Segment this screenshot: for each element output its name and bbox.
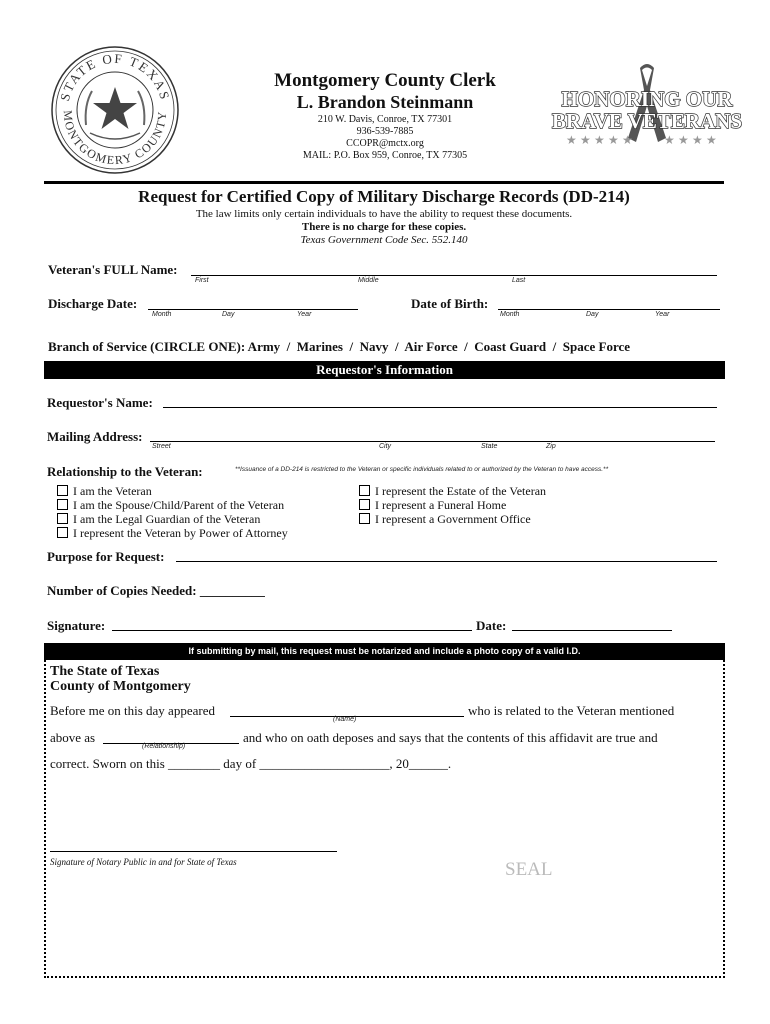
requestor-name-label: Requestor's Name: bbox=[47, 395, 153, 410]
clerk-address: 210 W. Davis, Conroe, TX 77301 bbox=[317, 114, 453, 125]
relationship-option[interactable]: I represent a Government Office bbox=[359, 512, 531, 526]
sub-relationship: (Relationship) bbox=[142, 743, 186, 750]
veteran-name-label: Veteran's FULL Name: bbox=[48, 262, 178, 277]
relationship-option[interactable]: I represent the Veteran by Power of Attorney bbox=[57, 526, 288, 540]
notary-line2-b: and who on oath deposes and says that the contents of this affidavit are true and bbox=[243, 730, 658, 745]
notary-county: County of Montgomery bbox=[50, 679, 191, 694]
clerk-mail-address: MAIL: P.O. Box 959, Conroe, TX 77305 bbox=[302, 150, 468, 161]
discharge-date-label: Discharge Date: bbox=[48, 296, 138, 311]
sub-dob-year: Year bbox=[655, 311, 670, 318]
sub-dob-month: Month bbox=[500, 311, 520, 318]
form-subtitle: The law limits only certain individuals to have the ability to request these documents. bbox=[195, 208, 573, 220]
sub-last: Last bbox=[512, 277, 526, 284]
sub-zip: Zip bbox=[546, 443, 556, 450]
clerk-name: L. Brandon Steinmann bbox=[296, 92, 474, 112]
signature-label: Signature: bbox=[47, 618, 106, 633]
veteran-name-field[interactable] bbox=[191, 275, 717, 276]
seal-bottom-text: MONTGOMERY COUNTY bbox=[60, 109, 170, 168]
copies-needed[interactable]: Number of Copies Needed: __________ bbox=[47, 583, 265, 598]
logo-line1: HONORING OUR bbox=[561, 87, 733, 111]
checkbox[interactable] bbox=[57, 499, 68, 510]
mailing-address-label: Mailing Address: bbox=[47, 429, 143, 444]
notary-sworn-line[interactable]: correct. Sworn on this ________ day of ____________________, 20______. bbox=[50, 756, 452, 771]
notary-line2-a: above as bbox=[50, 730, 96, 745]
relationship-option[interactable]: I am the Legal Guardian of the Veteran bbox=[57, 512, 260, 526]
sub-first: First bbox=[195, 277, 209, 284]
sub-middle: Middle bbox=[358, 277, 379, 284]
date-label: Date: bbox=[476, 618, 507, 633]
branch-of-service[interactable]: Branch of Service (CIRCLE ONE): Army / Marines / Navy / Air Force / Coast Guard / Space Force bbox=[48, 339, 631, 354]
logo-line2: BRAVE VETERANS bbox=[551, 109, 743, 133]
relationship-option[interactable]: I represent a Funeral Home bbox=[359, 498, 506, 512]
svg-text:★: ★ bbox=[664, 133, 675, 147]
clerk-phone: 936-539-7885 bbox=[356, 126, 414, 137]
header-divider bbox=[44, 181, 724, 184]
honoring-veterans-logo bbox=[551, 60, 743, 150]
svg-text:★: ★ bbox=[566, 133, 577, 147]
notary-line1-a: Before me on this day appeared bbox=[50, 703, 215, 718]
sub-state: State bbox=[481, 443, 498, 450]
checkbox[interactable] bbox=[57, 513, 68, 524]
svg-text:★: ★ bbox=[678, 133, 689, 147]
purpose-field[interactable] bbox=[176, 561, 717, 562]
checkbox[interactable] bbox=[57, 527, 68, 538]
mailing-address-field[interactable] bbox=[150, 441, 715, 442]
sub-discharge-year: Year bbox=[297, 311, 312, 318]
relationship-option[interactable]: I represent the Estate of the Veteran bbox=[359, 484, 546, 498]
sub-discharge-day: Day bbox=[222, 311, 235, 318]
relationship-option[interactable]: I am the Veteran bbox=[57, 484, 152, 498]
sub-city: City bbox=[379, 443, 392, 450]
requestor-name-field[interactable] bbox=[163, 407, 717, 408]
relationship-label: Relationship to the Veteran: bbox=[47, 464, 203, 479]
svg-text:★: ★ bbox=[692, 133, 703, 147]
checkbox[interactable] bbox=[57, 485, 68, 496]
county-seal bbox=[50, 45, 180, 175]
sub-discharge-month: Month bbox=[152, 311, 172, 318]
notary-signature-field[interactable] bbox=[50, 851, 337, 852]
sub-name: (Name) bbox=[333, 716, 357, 723]
no-charge-note: There is no charge for these copies. bbox=[301, 221, 467, 233]
relationship-option[interactable]: I am the Spouse/Child/Parent of the Veteran bbox=[57, 498, 284, 512]
date-field[interactable] bbox=[512, 630, 672, 631]
svg-text:★: ★ bbox=[580, 133, 591, 147]
dob-label: Date of Birth: bbox=[411, 296, 489, 311]
clerk-email: CCOPR@mctx.org bbox=[346, 138, 424, 149]
checkbox[interactable] bbox=[359, 499, 370, 510]
svg-text:★: ★ bbox=[706, 133, 717, 147]
notary-line1-b: who is related to the Veteran mentioned bbox=[468, 703, 675, 718]
checkbox[interactable] bbox=[359, 485, 370, 496]
notary-signature-caption: Signature of Notary Public in and for State of Texas bbox=[50, 857, 237, 867]
notary-bar: If submitting by mail, this request must be notarized and include a photo copy of a valid I.D. bbox=[44, 643, 725, 660]
svg-text:★: ★ bbox=[594, 133, 605, 147]
clerk-title: Montgomery County Clerk bbox=[274, 70, 496, 91]
relationship-note: **Issuance of a DD-214 is restricted to the Veteran or specific individuals related to or authorized by the Veteran to have access.** bbox=[235, 466, 609, 473]
signature-field[interactable] bbox=[112, 630, 472, 631]
requestor-section-header: Requestor's Information bbox=[44, 361, 725, 379]
notary-state: The State of Texas bbox=[50, 664, 160, 679]
purpose-label: Purpose for Request: bbox=[47, 549, 165, 564]
seal-top-text: STATE OF TEXAS bbox=[56, 50, 174, 103]
sub-street: Street bbox=[152, 443, 171, 450]
sub-dob-day: Day bbox=[586, 311, 599, 318]
checkbox[interactable] bbox=[359, 513, 370, 524]
government-code: Texas Government Code Sec. 552.140 bbox=[300, 234, 468, 246]
svg-text:★: ★ bbox=[608, 133, 619, 147]
seal-placeholder: SEAL bbox=[505, 859, 553, 880]
discharge-date-field[interactable] bbox=[148, 309, 358, 310]
svg-text:★: ★ bbox=[622, 133, 633, 147]
form-title: Request for Certified Copy of Military Discharge Records (DD-214) bbox=[138, 187, 630, 206]
dob-field[interactable] bbox=[498, 309, 720, 310]
